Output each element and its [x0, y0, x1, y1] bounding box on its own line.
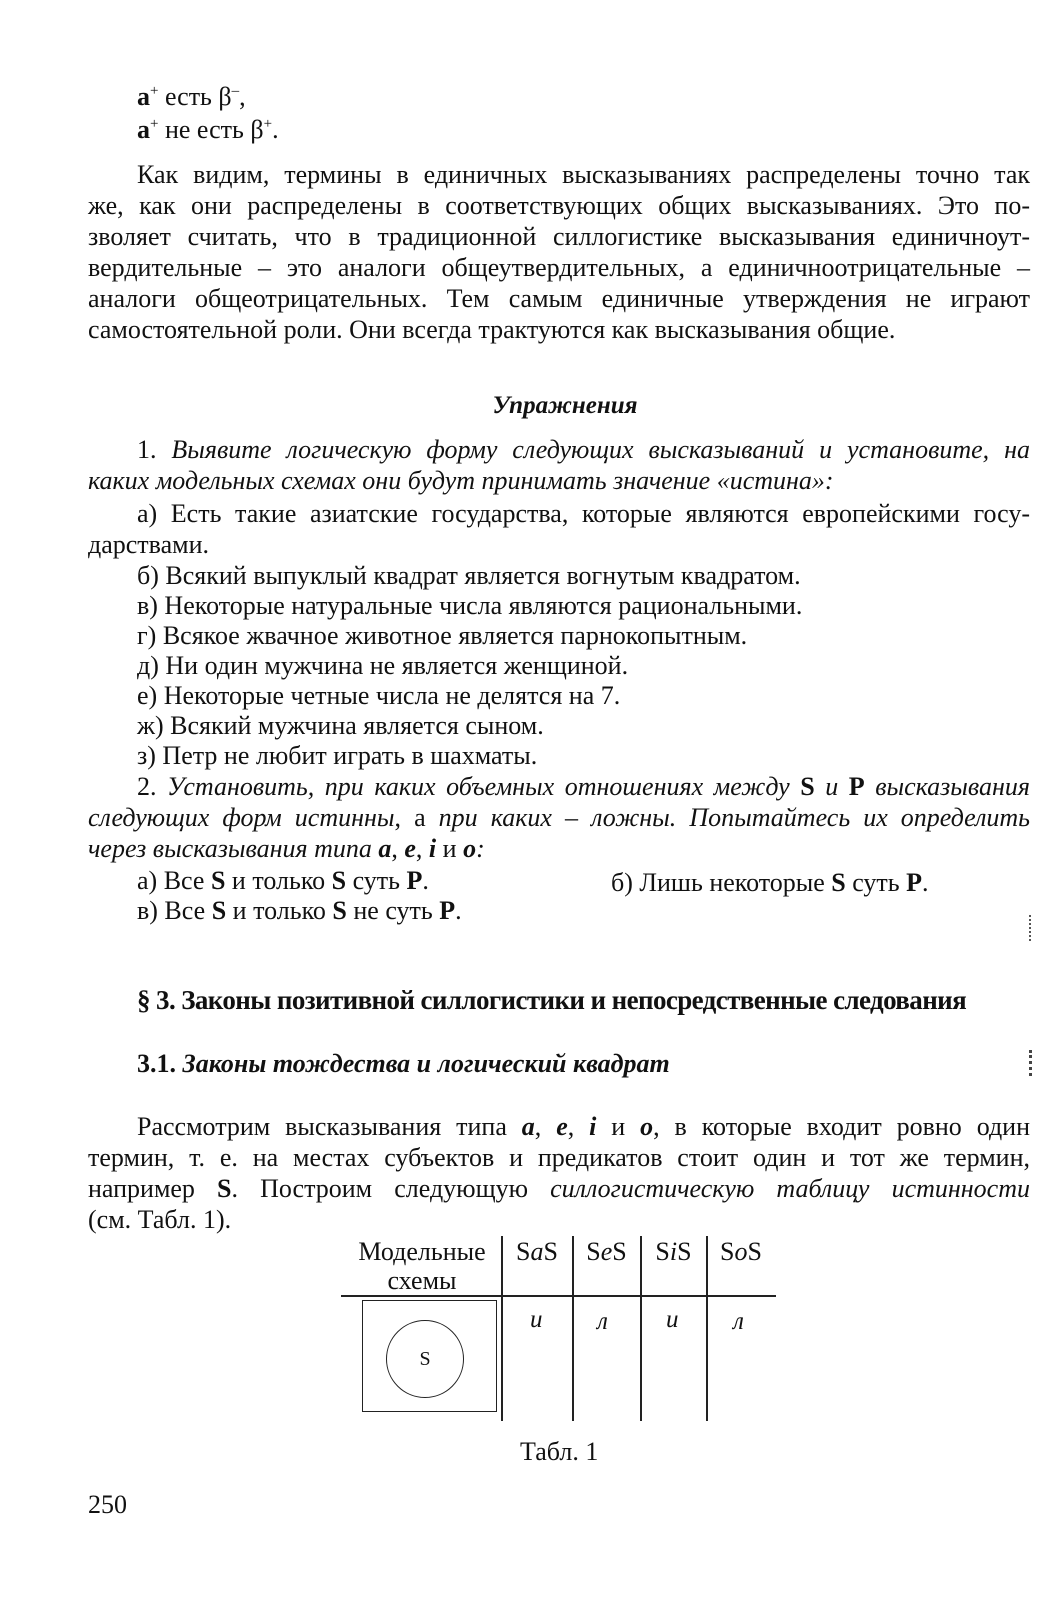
table-caption: Табл. 1 — [520, 1437, 599, 1466]
paragraph1-line: вердительные – это аналоги общеутвердительных, а единичноотрицательные – — [88, 253, 1030, 282]
exercise1-item: з) Петр не любит играть в шахматы. — [137, 741, 538, 770]
paragraph2-line: (см. Табл. 1). — [88, 1205, 232, 1234]
exercise1-item: е) Некоторые четные числа не делятся на 7. — [137, 681, 621, 710]
formula-line-1: a+ есть β–, — [137, 82, 246, 111]
page-number: 250 — [88, 1490, 127, 1519]
paragraph1-line: же, как они распределены в соответствующих общих высказываниях. Это по- — [88, 191, 1030, 220]
paragraph1-line: зволяет считать, что в традиционной силлогистике высказывания единичноут- — [88, 222, 1030, 251]
exercise2-task-line: 2. Установить, при каких объемных отношениях между S и P высказывания — [137, 772, 1031, 801]
exercise2-task-line: следующих форм истинны, а при каких – ложны. Попытайтесь их определить — [88, 803, 1031, 832]
table-header-sas: SaS — [516, 1237, 558, 1266]
exercises-heading: Упражнения — [492, 392, 638, 419]
table-cell-value: л — [733, 1308, 744, 1335]
paragraph2-line: например S. Построим следующую силлогистическую таблицу истинности — [88, 1174, 1030, 1203]
formula-line-2: a+ не есть β+. — [137, 115, 279, 144]
exercise2-task-line: через высказывания типа a, e, i и o: — [88, 834, 485, 863]
exercise1-task-line: 1. Выявите логическую форму следующих высказываний и установите, на — [137, 435, 1030, 464]
scan-mark — [1029, 915, 1034, 941]
paragraph1-line: Как видим, термины в единичных высказываниях распределены точно так — [137, 160, 1030, 189]
table-header-model-schemes: Модельные схемы — [358, 1237, 486, 1295]
paragraph1-line: самостоятельной роли. Они всегда трактуются как высказывания общие. — [88, 315, 896, 344]
exercise1-task-line: каких модельных схемах они будут принимать значение «истина»: — [88, 466, 834, 495]
table-cell-value: л — [597, 1308, 608, 1335]
table-divider — [572, 1236, 574, 1421]
exercise2-item-c: в) Все S и только S не суть P. — [137, 896, 462, 925]
table-divider — [640, 1236, 642, 1421]
exercise1-item: д) Ни один мужчина не является женщиной. — [137, 651, 629, 680]
model-scheme-circle — [386, 1320, 464, 1398]
table-header-sos: SoS — [720, 1237, 762, 1266]
subsection-title: 3.1. Законы тождества и логический квадрат — [137, 1049, 670, 1078]
circle-label: S — [419, 1347, 431, 1370]
table-divider — [501, 1236, 503, 1421]
table-divider — [706, 1236, 708, 1421]
exercise1-item: в) Некоторые натуральные числа являются рациональными. — [137, 591, 803, 620]
table-cell-value: и — [530, 1306, 543, 1333]
paragraph2-line: Рассмотрим высказывания типа a, e, i и o, в которые входит ровно один — [137, 1112, 1031, 1141]
scan-mark — [1029, 1050, 1035, 1076]
table-rule — [341, 1295, 776, 1297]
paragraph2-line: термин, т. е. на местах субъектов и предикатов стоит один и тот же термин, — [88, 1143, 1030, 1172]
exercise1-item: г) Всякое жвачное животное является парнокопытным. — [137, 621, 748, 650]
table-header-sis: SiS — [655, 1237, 692, 1266]
exercise2-item-b: б) Лишь некоторые S суть P. — [611, 868, 929, 897]
exercise1-item: дарствами. — [88, 530, 210, 559]
paragraph1-line: аналоги общеотрицательных. Тем самым единичные утверждения не играют — [88, 284, 1030, 313]
exercise2-item-a: а) Все S и только S суть P. — [137, 866, 429, 895]
section-title: § 3. Законы позитивной силлогистики и непосредственные следования — [137, 985, 967, 1015]
table-cell-value: и — [666, 1306, 679, 1333]
exercise1-item: ж) Всякий мужчина является сыном. — [137, 711, 544, 740]
table-header-ses: SeS — [586, 1237, 627, 1266]
exercise1-item: а) Есть такие азиатские государства, которые являются европейскими госу- — [137, 499, 1030, 528]
exercise1-item: б) Всякий выпуклый квадрат является вогнутым квадратом. — [137, 561, 801, 590]
